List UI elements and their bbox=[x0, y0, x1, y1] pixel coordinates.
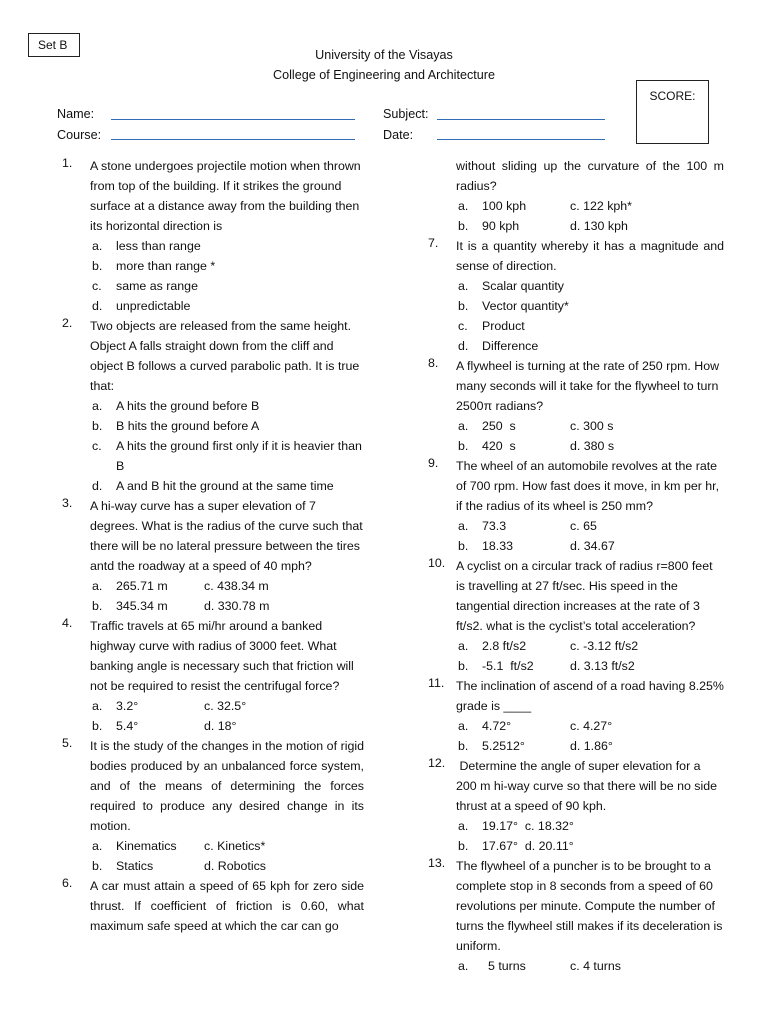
question-text: A hi-way curve has a super elevation of 7 degrees. What is the radius of the curve such that there will be no lateral pressure between the tires antd the roadway at a speed of 40 mph? bbox=[90, 499, 363, 573]
option-d[interactable]: d. 18° bbox=[204, 719, 237, 733]
question-text: A stone undergoes projectile motion when thrown from top of the building. If it strikes the ground surface at a distance away from the building then its horizontal direction is bbox=[90, 159, 361, 233]
option-d[interactable]: d. Robotics bbox=[204, 859, 266, 873]
question-text: A car must attain a speed of 65 kph for zero side thrust. If coefficient of friction is 0.60, what maximum safe speed at which the car can go bbox=[90, 879, 364, 933]
option-c[interactable]: c. 300 s bbox=[570, 419, 614, 433]
question-text: A flywheel is turning at the rate of 250 rpm. How many seconds will it take for the flywheel to turn 2500π radians? bbox=[456, 359, 720, 413]
course-field[interactable] bbox=[111, 139, 355, 140]
option-d[interactable]: d. 34.67 bbox=[570, 539, 615, 553]
option-row bbox=[458, 956, 724, 976]
option-row bbox=[458, 836, 724, 856]
option-a[interactable]: a. less than range bbox=[92, 239, 201, 253]
question-number: 11. bbox=[428, 676, 445, 690]
option-row bbox=[458, 416, 724, 436]
option-row bbox=[92, 716, 364, 736]
option-c[interactable]: c. 4.27° bbox=[570, 719, 613, 733]
option-d[interactable]: d. A and B hit the ground at the same time bbox=[92, 479, 334, 493]
option-a[interactable]: a. 250 s bbox=[458, 419, 516, 433]
option-b[interactable]: b. 90 kph bbox=[458, 219, 520, 233]
option-c[interactable]: c. 122 kph* bbox=[570, 199, 632, 213]
right-column bbox=[428, 156, 724, 976]
question-text: The flywheel of a puncher is to be brought to a complete stop in 8 seconds from a speed of 60 revolutions per minute. Compute the number of turns the flywheel still makes if its deceleration is uniform. bbox=[456, 859, 723, 953]
option-row bbox=[92, 596, 364, 616]
option-a[interactable]: a. 3.2° bbox=[92, 699, 139, 713]
question-6-continued bbox=[428, 156, 724, 236]
option-d[interactable]: d. Difference bbox=[458, 339, 539, 353]
question-12 bbox=[428, 756, 724, 856]
option-d[interactable]: d. 330.78 m bbox=[204, 599, 270, 613]
option-d[interactable]: d. 130 kph bbox=[570, 219, 628, 233]
option-c[interactable]: c. A hits the ground first only if it is heavier than B bbox=[92, 439, 362, 473]
question-1 bbox=[62, 156, 364, 316]
option-row bbox=[92, 856, 364, 876]
option-b[interactable]: b. B hits the ground before A bbox=[92, 419, 260, 433]
option-a[interactable]: a. 2.8 ft/s2 bbox=[458, 639, 527, 653]
question-text: Traffic travels at 65 mi/hr around a banked highway curve with radius of 3000 feet. What banking angle is necessary such that friction will not be required to resist the centrifugal force? bbox=[90, 619, 354, 693]
option-c[interactable]: c. same as range bbox=[92, 279, 198, 293]
question-4 bbox=[62, 616, 364, 736]
name-label: Name: bbox=[57, 107, 95, 121]
option-c[interactable]: c. 4 turns bbox=[570, 959, 621, 973]
option-d[interactable]: d. 1.86° bbox=[570, 739, 613, 753]
question-6 bbox=[62, 876, 364, 936]
date-label: Date: bbox=[383, 128, 414, 142]
set-label: Set B bbox=[28, 33, 80, 57]
college-name: College of Engineering and Architecture bbox=[273, 68, 495, 82]
option-b[interactable]: b. more than range * bbox=[92, 259, 216, 273]
question-number: 9. bbox=[428, 456, 439, 470]
question-text: The inclination of ascend of a road having 8.25% grade is ____ bbox=[456, 679, 724, 713]
option-b[interactable]: b. 5.4° bbox=[92, 719, 139, 733]
option-b[interactable]: b. 17.67° d. 20.11° bbox=[458, 839, 574, 853]
date-field[interactable] bbox=[437, 139, 605, 140]
option-c[interactable]: c. 438.34 m bbox=[204, 579, 269, 593]
option-b[interactable]: b. 420 s bbox=[458, 439, 516, 453]
option-c[interactable]: c. -3.12 ft/s2 bbox=[570, 639, 639, 653]
option-row bbox=[458, 536, 724, 556]
question-7 bbox=[428, 236, 724, 356]
option-a[interactable]: a. 19.17° c. 18.32° bbox=[458, 819, 574, 833]
option-a[interactable]: a. A hits the ground before B bbox=[92, 399, 260, 413]
question-number: 6. bbox=[62, 876, 73, 890]
option-a[interactable]: a. Kinematics bbox=[92, 839, 177, 853]
option-a[interactable]: a. Scalar quantity bbox=[458, 279, 564, 293]
left-column bbox=[62, 156, 364, 936]
option-row bbox=[92, 696, 364, 716]
question-3 bbox=[62, 496, 364, 616]
option-row bbox=[458, 216, 724, 236]
option-a[interactable]: a. 4.72° bbox=[458, 719, 512, 733]
score-box[interactable] bbox=[636, 80, 709, 144]
option-b[interactable]: b. Vector quantity* bbox=[458, 299, 569, 313]
option-b[interactable]: b. -5.1 ft/s2 bbox=[458, 659, 534, 673]
question-text: It is the study of the changes in the motion of rigid bodies produced by an unbalanced force system, and of the means of determining the forces required to produce any desired change in its motion. bbox=[90, 739, 364, 833]
question-8 bbox=[428, 356, 724, 456]
question-number: 7. bbox=[428, 236, 439, 250]
question-2 bbox=[62, 316, 364, 496]
course-label: Course: bbox=[57, 128, 102, 142]
question-5 bbox=[62, 736, 364, 876]
question-10 bbox=[428, 556, 724, 676]
question-number: 8. bbox=[428, 356, 439, 370]
option-c[interactable]: c. Kinetics* bbox=[204, 839, 266, 853]
option-row bbox=[92, 576, 364, 596]
question-number: 2. bbox=[62, 316, 73, 330]
question-text: Two objects are released from the same height. Object A falls straight down from the cliff and object B follows a curved parabolic path. It is true that: bbox=[90, 319, 360, 393]
option-c[interactable]: c. Product bbox=[458, 319, 525, 333]
question-number: 13. bbox=[428, 856, 446, 870]
option-a[interactable]: a. 100 kph bbox=[458, 199, 527, 213]
option-b[interactable]: b. 345.34 m bbox=[92, 599, 168, 613]
question-text: A cyclist on a circular track of radius r=800 feet is travelling at 27 ft/sec. His speed in the tangential direction increases at the rate of 3 ft/s2. what is the cyclist’s total acceleration? bbox=[456, 559, 713, 633]
option-row bbox=[458, 716, 724, 736]
question-number: 5. bbox=[62, 736, 73, 750]
question-text: Determine the angle of super elevation for a 200 m hi-way curve so that there will be no side thrust at a speed of 90 kph. bbox=[456, 759, 721, 813]
option-b[interactable]: b. Statics bbox=[92, 859, 154, 873]
name-field[interactable] bbox=[111, 119, 355, 120]
question-number: 10. bbox=[428, 556, 446, 570]
subject-label: Subject: bbox=[383, 107, 429, 121]
option-a[interactable]: a. 265.71 m bbox=[92, 579, 168, 593]
option-row bbox=[458, 436, 724, 456]
option-row bbox=[458, 196, 724, 216]
option-d[interactable]: d. unpredictable bbox=[92, 299, 191, 313]
option-row bbox=[458, 816, 724, 836]
question-13 bbox=[428, 856, 724, 976]
option-a[interactable]: a. 73.3 bbox=[458, 519, 507, 533]
question-number: 4. bbox=[62, 616, 73, 630]
option-c[interactable]: c. 65 bbox=[570, 519, 597, 533]
subject-field[interactable] bbox=[437, 119, 605, 120]
option-a[interactable]: a. 5 turns bbox=[458, 959, 526, 973]
option-c[interactable]: c. 32.5° bbox=[204, 699, 247, 713]
question-text: The wheel of an automobile revolves at the rate of 700 rpm. How fast does it move, in km per hr, if the radius of its wheel is 250 mm? bbox=[456, 459, 720, 513]
question-text: It is a quantity whereby it has a magnitude and sense of direction. bbox=[456, 239, 724, 273]
option-d[interactable]: d. 380 s bbox=[570, 439, 615, 453]
option-row bbox=[458, 736, 724, 756]
university-name: University of the Visayas bbox=[315, 48, 453, 62]
option-row bbox=[458, 656, 724, 676]
question-number: 3. bbox=[62, 496, 73, 510]
question-number: 1. bbox=[62, 156, 73, 170]
option-row bbox=[92, 836, 364, 856]
score-label: SCORE: bbox=[649, 89, 696, 103]
question-11 bbox=[428, 676, 724, 756]
option-row bbox=[458, 636, 724, 656]
question-9 bbox=[428, 456, 724, 556]
option-row bbox=[458, 516, 724, 536]
option-d[interactable]: d. 3.13 ft/s2 bbox=[570, 659, 635, 673]
option-b[interactable]: b. 18.33 bbox=[458, 539, 514, 553]
option-b[interactable]: b. 5.2512° bbox=[458, 739, 525, 753]
question-number: 12. bbox=[428, 756, 446, 770]
question-text: without sliding up the curvature of the 100 m radius? bbox=[456, 159, 724, 193]
